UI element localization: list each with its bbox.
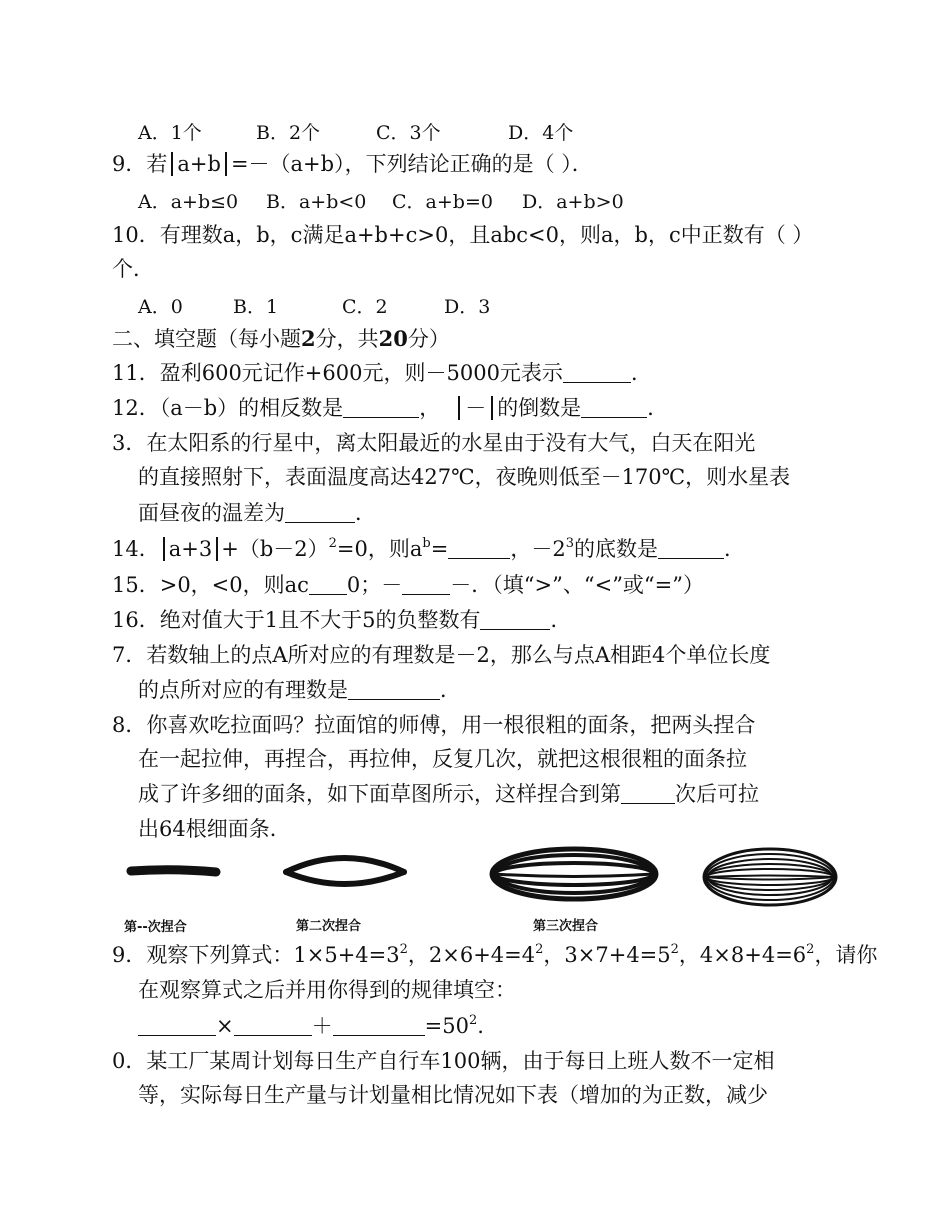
operator: ＋ xyxy=(311,1014,333,1038)
question-text: 16．绝对值大于1且不大于5的负整数有 xyxy=(112,608,481,632)
answer-blank[interactable] xyxy=(309,574,347,595)
option-c: C．2 xyxy=(342,296,388,318)
exponent: 2 xyxy=(806,942,815,957)
third-fold-figure xyxy=(488,845,660,903)
answer-blank[interactable] xyxy=(285,502,355,523)
question-17-cont xyxy=(138,677,461,703)
caption-third-fold: 第三次捏合 xyxy=(533,919,599,934)
question-17: 7．若数轴上的点A所对应的有理数是－2，那么与点A相距4个单位长度 xyxy=(112,643,771,667)
punctuation: ． xyxy=(550,608,572,632)
absolute-value: a+3 xyxy=(163,537,218,561)
question-text: ，请你 xyxy=(814,943,878,967)
question-text: －．（填“>”、“<”或“=”） xyxy=(450,573,704,597)
heading-text: 分） xyxy=(407,327,450,351)
exponent: 2 xyxy=(399,942,408,957)
exponent: 2 xyxy=(328,536,337,551)
question-text: 成了许多细的面条，如下面草图所示，这样捏合到第 xyxy=(138,782,621,806)
question-18: 8．你喜欢吃拉面吗？拉面馆的师傅，用一根很粗的面条，把两头捏合 xyxy=(112,713,756,737)
equation: ，4×8+4=6 xyxy=(678,943,807,967)
punctuation: ． xyxy=(723,537,745,561)
heading-text: 分，共 xyxy=(315,327,379,351)
answer-blank[interactable] xyxy=(138,1015,216,1036)
question-text: ，－2 xyxy=(510,537,566,561)
question-text: 次后可拉 xyxy=(675,782,759,806)
absolute-value: a+b xyxy=(171,152,227,176)
question-13-cont: 的直接照射下，表面温度高达427℃，夜晚则低至－170℃，则水星表 xyxy=(138,465,791,489)
question-text: 15．>0，<0，则ac xyxy=(112,573,309,597)
question-11 xyxy=(112,360,652,386)
punctuation: ． xyxy=(630,361,652,385)
option-d: D．3 xyxy=(444,296,491,318)
operator: × xyxy=(216,1014,234,1038)
question-text: 0；－ xyxy=(346,573,403,597)
punctuation: ． xyxy=(355,501,376,525)
option-a: A．1个 xyxy=(138,122,202,144)
heading-total: 20 xyxy=(378,326,408,351)
answer-blank[interactable] xyxy=(402,574,450,595)
question-text: =－（a+b），下列结论正确的是（ ）． xyxy=(230,152,593,176)
option-b: B．1 xyxy=(233,296,279,318)
second-fold-figure xyxy=(280,850,410,896)
caption-first-fold: 第--次捏合 xyxy=(124,920,187,935)
question-10-cont: 个． xyxy=(112,257,154,281)
absolute-value: － xyxy=(458,396,493,420)
equation: 1×5+4=3 xyxy=(293,943,400,967)
punctuation: ． xyxy=(647,396,669,420)
question-19-cont: 在观察算式之后并用你得到的规律填空： xyxy=(138,978,516,1002)
question-19 xyxy=(112,942,877,968)
answer-blank[interactable] xyxy=(333,1015,425,1036)
heading-text: 二、填空题（每小题 xyxy=(112,327,301,351)
question-14 xyxy=(112,536,745,562)
exponent: 2 xyxy=(468,1013,478,1028)
equation: =50 xyxy=(424,1014,469,1038)
answer-blank[interactable] xyxy=(448,538,510,559)
punctuation: ． xyxy=(440,678,461,702)
fourth-fold-figure xyxy=(700,846,840,908)
option-c: C．a+b=0 xyxy=(392,191,493,213)
equation: ，2×6+4=4 xyxy=(407,943,536,967)
question-18-cont: 出64根细面条． xyxy=(138,817,291,841)
question-text: 的点所对应的有理数是 xyxy=(138,678,348,702)
option-a: A．a+b≤0 xyxy=(138,191,239,213)
question-text: 12．（a－b）的相反数是 xyxy=(112,396,344,420)
option-d: D．a+b>0 xyxy=(522,191,624,213)
question-text: 面昼夜的温差为 xyxy=(138,501,285,525)
answer-blank[interactable] xyxy=(581,397,647,418)
question-text: 的倒数是 xyxy=(497,396,582,420)
question-12 xyxy=(112,395,668,421)
question-number: 9． xyxy=(112,152,147,176)
question-text: 若 xyxy=(146,152,168,176)
question-text: +（b－2） xyxy=(221,537,329,561)
question-18-cont xyxy=(138,781,759,807)
question-13: 3．在太阳系的行星中，离太阳最近的水星由于没有大气，白天在阳光 xyxy=(112,431,756,455)
answer-blank[interactable] xyxy=(621,783,675,804)
question-20: 0．某工厂某周计划每日生产自行车100辆，由于每日上班人数不一定相 xyxy=(112,1049,775,1073)
option-a: A．0 xyxy=(138,296,183,318)
answer-blank[interactable] xyxy=(343,397,419,418)
punctuation: ， xyxy=(419,396,441,420)
exponent: b xyxy=(422,536,431,551)
question-18-cont: 在一起拉伸，再捏合，再拉伸，反复几次，就把这根很粗的面条拉 xyxy=(138,747,747,771)
question-13-cont xyxy=(138,500,376,526)
equation: ，3×7+4=5 xyxy=(543,943,671,967)
answer-blank[interactable] xyxy=(348,679,440,700)
caption-second-fold: 第二次捏合 xyxy=(296,919,362,934)
answer-blank[interactable] xyxy=(234,1015,312,1036)
heading-points: 2 xyxy=(301,326,316,351)
answer-blank[interactable] xyxy=(658,538,724,559)
option-b: B．2个 xyxy=(256,122,321,144)
section-heading xyxy=(112,326,450,352)
exponent: 2 xyxy=(670,942,679,957)
answer-blank[interactable] xyxy=(563,362,631,383)
question-19-formula xyxy=(138,1013,484,1039)
question-10: 10．有理数a，b，c满足a+b+c>0，且abc<0，则a，b，c中正数有（ ） xyxy=(112,223,814,247)
question-16 xyxy=(112,607,571,633)
question-text: =0，则a xyxy=(336,537,423,561)
question-20-cont: 等，实际每日生产量与计划量相比情况如下表（增加的为正数，减少 xyxy=(138,1083,768,1107)
option-d: D．4个 xyxy=(508,122,574,144)
question-text: = xyxy=(430,537,449,561)
question-text: 的底数是 xyxy=(573,537,658,561)
option-c: C．3个 xyxy=(376,122,441,144)
punctuation: . xyxy=(477,1014,484,1038)
question-9 xyxy=(112,151,593,177)
question-number: 14． xyxy=(112,537,160,561)
question-text: 11．盈利600元记作+600元，则－5000元表示 xyxy=(112,361,563,385)
exponent: 2 xyxy=(535,942,544,957)
option-b: B．a+b<0 xyxy=(266,191,367,213)
exponent: 3 xyxy=(565,536,574,551)
answer-blank[interactable] xyxy=(480,609,550,630)
question-text: 9．观察下列算式： xyxy=(112,943,294,967)
question-15 xyxy=(112,572,704,598)
single-noodle-figure xyxy=(128,858,220,884)
